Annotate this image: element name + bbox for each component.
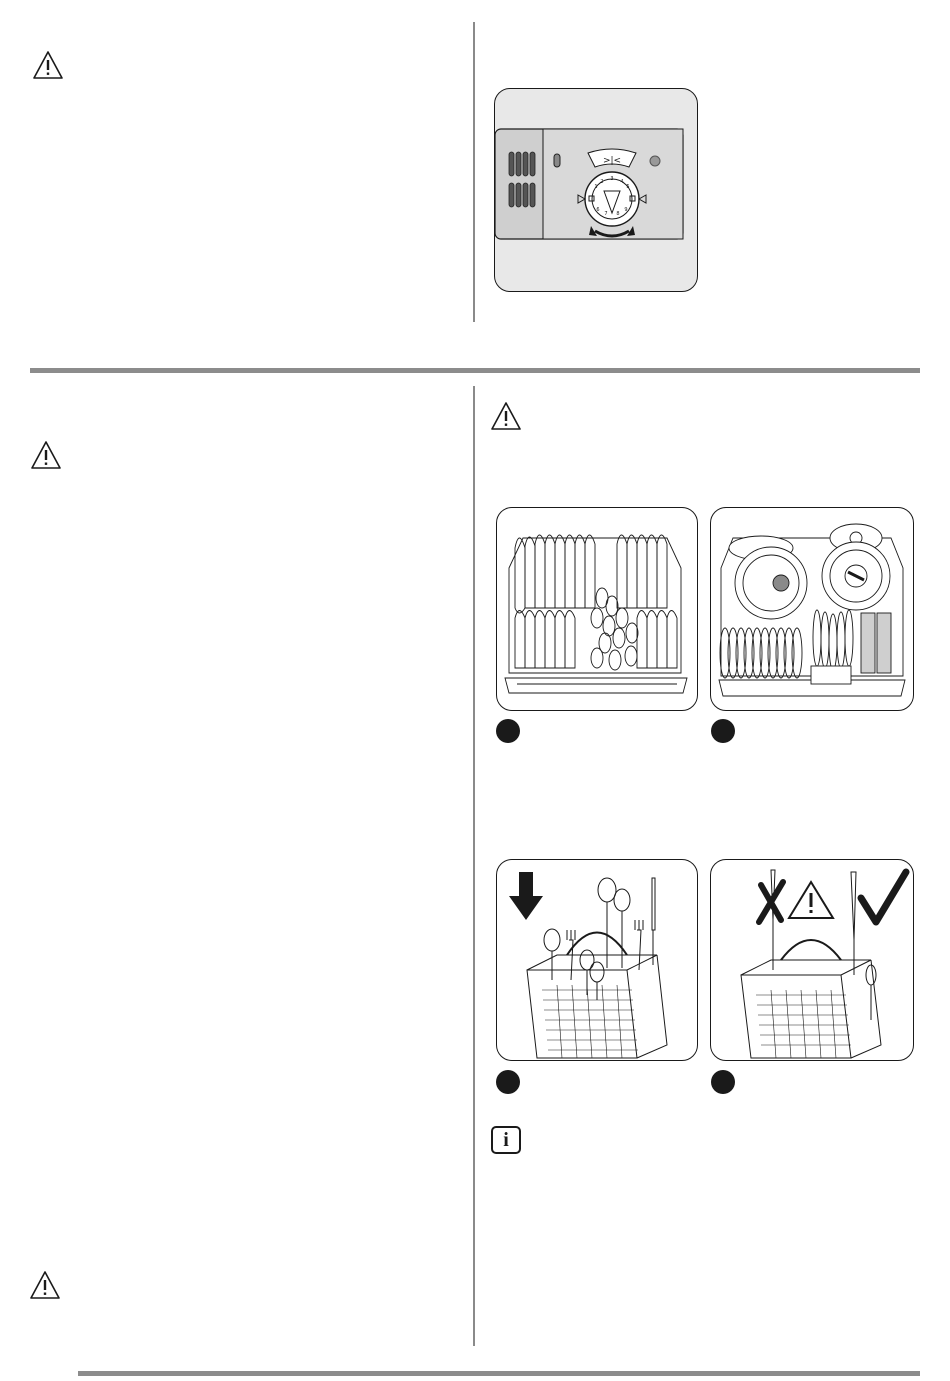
svg-text:>|<: >|<	[602, 156, 622, 166]
cutlery-basket-knives-figure	[710, 859, 914, 1061]
cross-icon	[759, 882, 783, 922]
svg-text:1: 1	[594, 184, 598, 190]
svg-text:6: 6	[596, 207, 600, 213]
warning-triangle-icon	[490, 401, 522, 431]
svg-text:2: 2	[600, 179, 604, 185]
lower-basket-plates-figure	[496, 507, 698, 711]
footer-divider	[78, 1371, 920, 1376]
svg-text:4: 4	[620, 179, 624, 185]
svg-text:9: 9	[624, 207, 628, 213]
svg-text:3: 3	[610, 176, 614, 182]
warning-triangle-icon	[789, 882, 833, 918]
lower-basket-pots-figure	[710, 507, 914, 711]
rinse-aid-dispenser-figure	[494, 88, 698, 292]
svg-text:8: 8	[616, 211, 620, 217]
column-divider-bottom	[473, 386, 475, 1346]
svg-text:7: 7	[604, 211, 608, 217]
warning-triangle-icon	[29, 1270, 61, 1300]
warning-triangle-icon	[32, 50, 64, 80]
figure-badge	[711, 719, 735, 743]
down-arrow-icon	[509, 872, 543, 920]
warning-triangle-icon	[30, 440, 62, 470]
svg-text:5: 5	[626, 184, 630, 190]
figure-badge	[496, 1070, 520, 1094]
information-icon: i	[491, 1126, 521, 1154]
column-divider-top	[473, 22, 475, 322]
figure-badge	[496, 719, 520, 743]
check-mark-icon	[861, 872, 906, 922]
section-divider	[30, 368, 920, 373]
cutlery-basket-loading-figure	[496, 859, 698, 1061]
figure-badge	[711, 1070, 735, 1094]
